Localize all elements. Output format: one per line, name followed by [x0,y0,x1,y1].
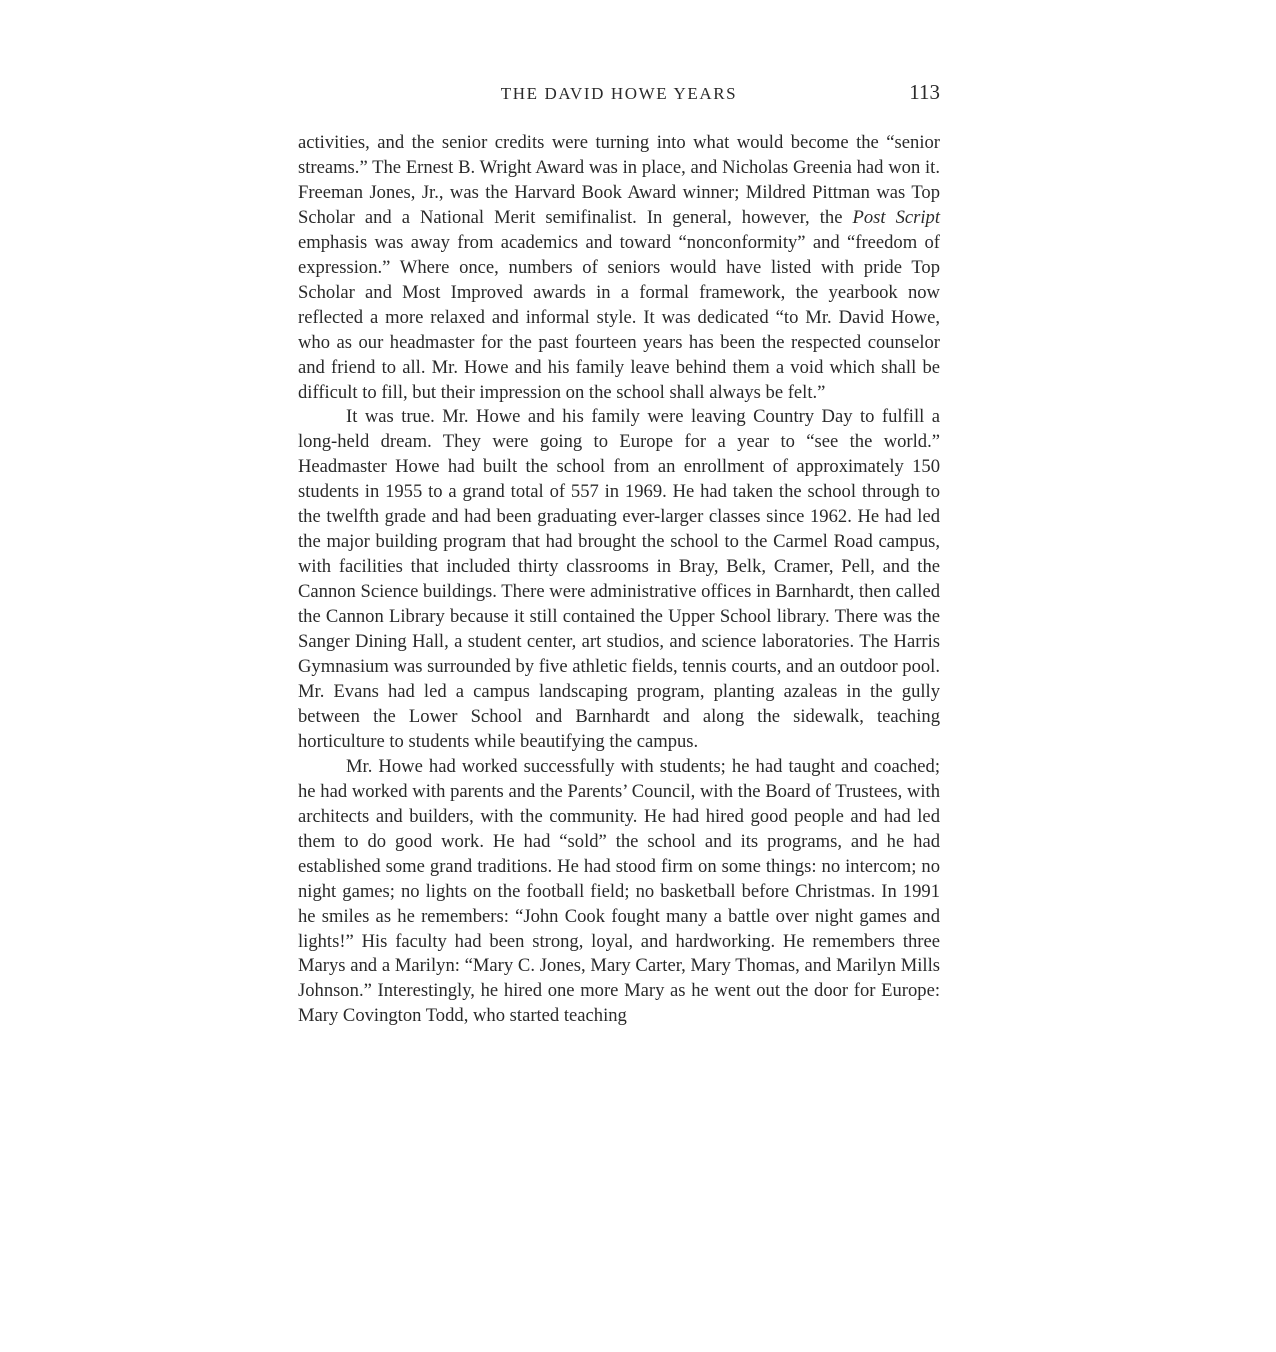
paragraph-2: It was true. Mr. Howe and his family were leaving Country Day to fulfill a long-held dream. They were going to Europe for a year to “see the world.” Headmaster Howe had built the school from an enrollment of approximately 150 students in 1955 to a grand total of 557 in 1969. He had taken the school through to the twelfth grade and had been graduating ever-larger classes since 1962. He had led the major building program that had brought the school to the Carmel Road campus, with facilities that included thirty classrooms in Bray, Belk, Cramer, Pell, and the Cannon Science buildings. There were administrative offices in Barnhardt, then called the Cannon Library because it still contained the Upper School library. There was the Sanger Dining Hall, a student center, art studios, and science laboratories. The Harris Gymnasium was surrounded by five athletic fields, tennis courts, and an outdoor pool. Mr. Evans had led a campus landscaping program, planting azaleas in the gully between the Lower School and Barnhardt and along the sidewalk, teaching horticulture to students while beautifying the campus. [298,406,940,752]
page-number: 113 [909,80,940,104]
paragraph-1-text-part-1: activities, and the senior credits were turning into what would become the “senior streams.” The Ernest B. Wright Award was in place, and Nicholas Greenia had won it. Freeman Jones, Jr., was the Harvard Book Award winner; Mildred Pittman was Top Scholar and a National Merit semifinalist. In general, however, the [298,132,940,228]
running-head: THE DAVID HOWE YEARS [500,84,738,103]
paragraph-3: Mr. Howe had worked successfully with students; he had taught and coached; he had worked with parents and the Parents’ Council, with the Board of Trustees, with architects and builders, with the community. He had hired good people and had led them to do good work. He had “sold” the school and its programs, and he had established some grand traditions. He had stood firm on some things: no intercom; no night games; no lights on the football field; no basketball before Christmas. In 1991 he smiles as he remembers: “John Cook fought many a battle over night games and lights!” His faculty had been strong, loyal, and hardworking. He remembers three Marys and a Marilyn: “Mary C. Jones, Mary Carter, Mary Thomas, and Marilyn Mills Johnson.” Interestingly, he hired one more Mary as he went out the door for Europe: Mary Covington Todd, who started teaching [298,755,940,1027]
body-text [298,131,940,1029]
paragraph-1-text-part-2: emphasis was away from academics and toward “nonconformity” and “freedom of expression.” Where once, numbers of seniors would have listed with pride Top Scholar and Most Improved awards in a formal framework, the yearbook now reflected a more relaxed and informal style. It was dedicated “to Mr. David Howe, who as our headmaster for the past fourteen years has been the respected counselor and friend to all. Mr. Howe and his family leave behind them a void which shall be difficult to fill, but their impression on the school shall always be felt.” [298,231,940,403]
post-script-title: Post Script [852,206,940,228]
paragraph-1 [298,131,940,405]
page-header [298,80,940,110]
